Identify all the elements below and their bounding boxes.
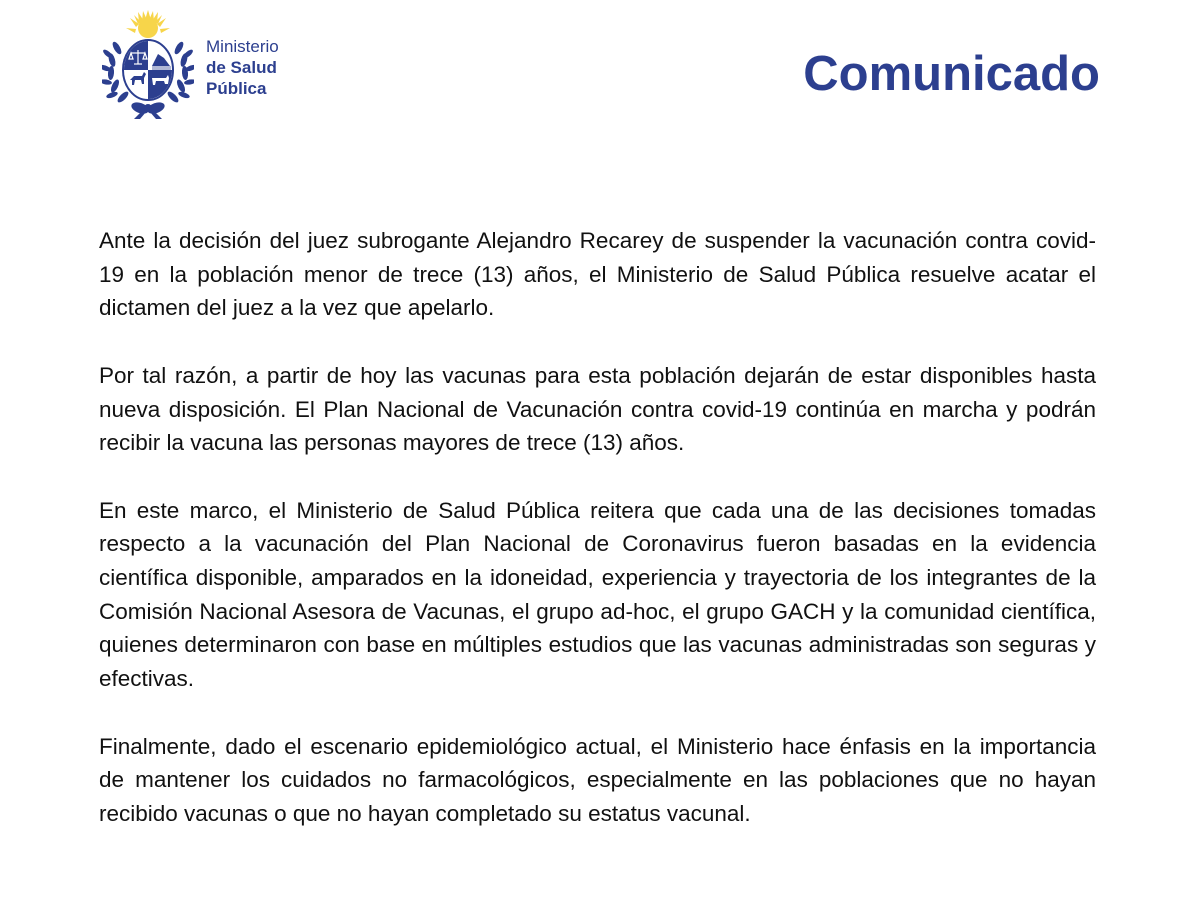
ministry-name [206,36,279,99]
paragraph-2: Por tal razón, a partir de hoy las vacunas para esta población dejarán de estar disponibles hasta nueva disposición. El Plan Nacional de Vacunación contra covid-19 continúa en marcha y podrán recibir la vacuna las personas mayores de trece (13) años. [99,362,1096,456]
paragraph-3: En este marco, el Ministerio de Salud Pública reitera que cada una de las decisiones tomadas respecto a la vacunación del Plan Nacional de Coronavirus fueron basadas en la evidencia científica disponible, amparados en la idoneidad, experiencia y trayectoria de los integrantes de la Comisión Nacional Asesora de Vacunas, el grupo ad-hoc, el grupo GACH y la comunidad científica, quienes determinaron con base en múltiples estudios que las vacunas administradas son seguras y efectivas. [99,497,1096,692]
uruguay-coat-of-arms-icon [102,8,194,120]
ministry-name-line3: Pública [206,79,267,98]
document-header [0,0,1200,140]
ministry-name-line1: Ministerio [206,37,279,56]
ministry-name-line2: de Salud [206,58,277,77]
paragraph-4: Finalmente, dado el escenario epidemiológico actual, el Ministerio hace énfasis en la importancia de mantener los cuidados no farmacológicos, especialmente en las poblaciones que no hayan recibido vacunas o que no hayan completado su estatus vacunal. [99,733,1096,826]
paragraph-1: Ante la decisión del juez subrogante Alejandro Recarey de suspender la vacunación contra covid-19 en la población menor de trece (13) años, el Ministerio de Salud Pública resuelve acatar el dictamen del juez a la vez que apelarlo. [99,228,1096,321]
document-body [99,224,1096,864]
document-title: Comunicado [803,47,1100,101]
